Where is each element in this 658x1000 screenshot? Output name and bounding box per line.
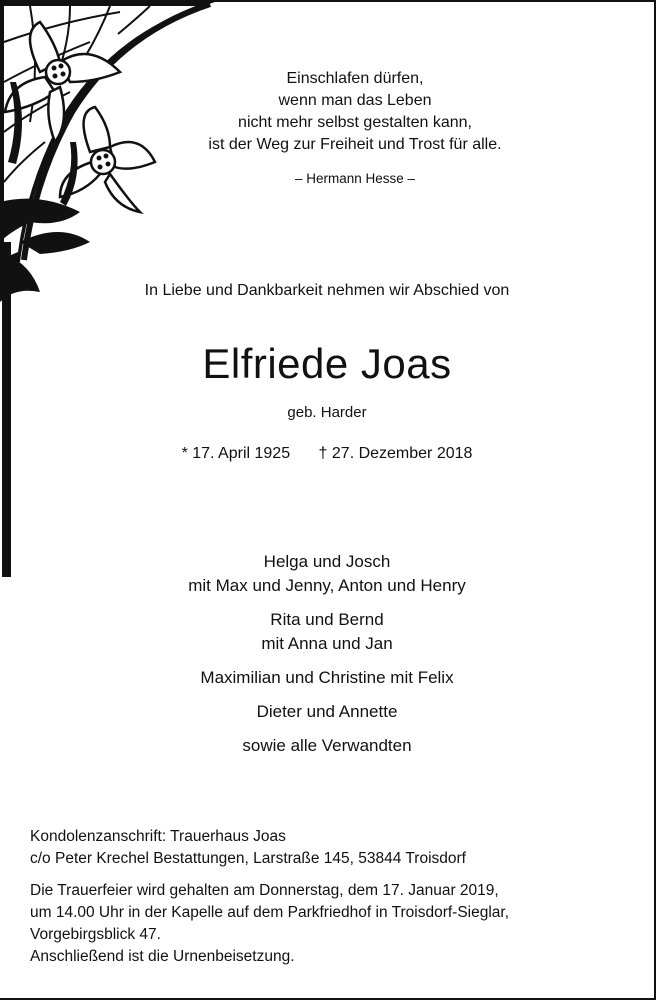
deceased-name: Elfriede Joas: [202, 340, 452, 387]
family-line: Dieter und Annette: [256, 702, 398, 721]
service-line: Vorgebirgsblick 47.: [30, 926, 161, 943]
family-line: sowie alle Verwandten: [242, 736, 412, 755]
intro-text: In Liebe und Dankbarkeit nehmen wir Abschied von: [144, 282, 510, 299]
life-dates: [0, 445, 654, 463]
service-line: um 14.00 Uhr in der Kapelle auf dem Parkfriedhof in Troisdorf-Sieglar,: [30, 904, 510, 921]
service-line: Die Trauerfeier wird gehalten am Donnerstag, dem 17. Januar 2019,: [30, 882, 499, 899]
birth-date: * 17. April 1925: [181, 445, 291, 462]
death-date: † 27. Dezember 2018: [318, 445, 473, 462]
family-group: [0, 550, 654, 598]
poem-author: – Hermann Hesse –: [294, 171, 416, 186]
family-list: [0, 550, 654, 768]
poem-line: nicht mehr selbst gestalten kann,: [238, 114, 472, 131]
family-group: [0, 666, 654, 690]
family-line: Rita und Bernd: [270, 610, 384, 629]
family-line: mit Max und Jenny, Anton und Henry: [188, 576, 466, 595]
family-group: [0, 608, 654, 656]
address-line: c/o Peter Krechel Bestattungen, Larstraße 145, 53844 Troisdorf: [30, 850, 466, 867]
poem-line: Einschlafen dürfen,: [286, 70, 424, 87]
family-line: mit Anna und Jan: [261, 634, 393, 653]
poem-line: wenn man das Leben: [278, 92, 432, 109]
address-line: Kondolenzanschrift: Trauerhaus Joas: [30, 828, 286, 845]
contact-info: [30, 826, 640, 968]
poem: [170, 68, 540, 190]
maiden-name: geb. Harder: [287, 404, 367, 421]
family-line: Maximilian und Christine mit Felix: [200, 668, 454, 687]
burial-line: Anschließend ist die Urnenbeisetzung.: [30, 948, 295, 965]
poem-line: ist der Weg zur Freiheit und Trost für alle.: [208, 136, 502, 153]
family-group: [0, 700, 654, 724]
family-group: [0, 734, 654, 758]
family-line: Helga und Josch: [263, 552, 391, 571]
